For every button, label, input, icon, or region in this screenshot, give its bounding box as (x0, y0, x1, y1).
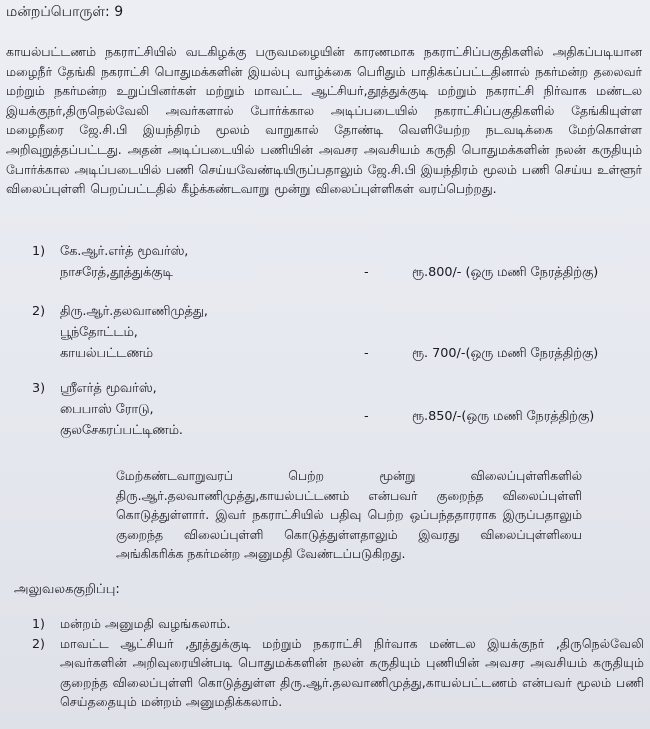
note-text: மன்றம் அனுமதி வழங்கலாம். (60, 616, 231, 631)
vendor-name: திரு.ஆர்.தலவாணிமுத்து, (60, 304, 208, 319)
quotation-number: 1) (32, 244, 46, 259)
quotation-item-1 (32, 241, 632, 285)
vendor-name: கே.ஆர்.எர்த் மூவர்ஸ், (60, 244, 189, 259)
vendor-street: பைபாஸ் ரோடு, (60, 402, 154, 417)
separator-dash: - (364, 346, 369, 361)
office-note-title: அலுவலககுறிப்பு: (14, 582, 120, 597)
vendor-address (60, 378, 183, 441)
note-number: 1) (32, 616, 45, 631)
note-number: 2) (32, 636, 45, 651)
agenda-heading: மன்றப்பொருள்: 9 (6, 4, 124, 20)
vendor-address (60, 301, 208, 364)
note-text: மாவட்ட ஆட்சியர் ,தூத்துக்குடி மற்றும் நகராட்சி நிர்வாக மண்டல இயக்குநர் ,திருநெல்வேலி அவர்களின் அறிவுரையின்படி பொதுமக்களின் நலன் கருதியும் புணியின் அவசர அவசியம் கருதியும் குறைந்த விலைப்புள்ளி கொடுத்துள்ள திரு.ஆர்.தலவாணிமுத்து,காயல்பட்டணம் என்பவர் மூலம் பணி செய்ததையும் மன்றம் அனுமதிக்கலாம். (60, 636, 644, 710)
vendor-location: குலசேகரப்பட்டிணம். (60, 423, 183, 438)
quotation-item-3 (32, 378, 632, 442)
vendor-address (60, 241, 188, 283)
separator-dash: - (364, 265, 369, 280)
vendor-location: காயல்பட்டணம் (60, 346, 153, 361)
vendor-name: ஸ்ரீஎர்த் மூவர்ஸ், (60, 381, 157, 396)
summary-paragraph: மேற்கண்டவாறுவரப் பெற்ற மூன்று விலைப்புள்ளிகளில் திரு.ஆர்.தலவாணிமுத்து,காயல்பட்டணம் என்பவர் குறைந்த விலைப்புள்ளி கொடுத்துள்ளார். இவர் நகராட்சியில் பதிவு பெற்ற ஒப்பந்ததாரராக இருப்பதாலும் குறைந்த விலைப்புள்ளி கொடுத்துள்ளதாலும் இவரது விலைப்புள்ளியை அங்கிகரிக்க நகர்மன்ற அனுமதி வேண்டப்படுகிறது. (116, 468, 582, 562)
vendor-street: பூந்தோட்டம், (60, 325, 138, 340)
quotation-number: 3) (32, 381, 46, 396)
separator-dash: - (364, 409, 369, 424)
quoted-rate: ரூ.850/-(ஒரு மணி நேரத்திற்கு) (412, 409, 595, 424)
quoted-rate: ரூ. 700/-(ஒரு மணி நேரத்திற்கு) (412, 346, 599, 361)
quoted-rate: ரூ.800/- (ஒரு மணி நேரத்திற்கு) (412, 265, 599, 280)
vendor-location: நாசரேத்,தூத்துக்குடி (60, 265, 173, 280)
background-paragraph: காயல்பட்டணம் நகராட்சியில் வடகிழக்கு பருவமழையின் காரணமாக நகராட்சிப்பகுதிகளில் அதிகப்படியான மழைநீர் தேங்கி நகராட்சி பொதுமக்களின் இயல்பு வாழ்க்கை பெரிதும் பாதிக்கப்பட்டதினால் நகர்மன்ற தலைவர் மற்றும் நகர்மன்ற உறுப்பினர்கள் மற்றும் மாவட்ட ஆட்சியர்,தூத்துக்குடி மற்றும் நகராட்சி நிர்வாக மண்டல இயக்குநர்,திருநெல்வேலி அவர்களால் போர்க்கால அடிப்படையில் நகராட்சிப்பகுதிகளில் தேங்கியுள்ள மழைநீரை ஜே.சி.பி இயந்திரம் மூலம் வாறுகால் தோண்டி வெளியேற்ற நடவடிக்கை மேற்கொள்ள அறிவுறுத்தப்பட்டது. அதன் அடிப்படையில் பணியின் அவசர அவசியம் கருதி பொதுமக்களின் நலன் கருதியும் போர்க்கால அடிப்படையில் பணி செய்யவேண்டியிருப்பதாலும் ஜே.சி.பி இயந்திரம் மூலம் பணி செய்ய உள்ளூர் விலைப்புள்ளி பெறப்பட்டதில் கீழ்க்கண்டவாறு மூன்று விலைப்புள்ளிகள் வரப்பெற்றது. (6, 44, 642, 197)
quotation-number: 2) (32, 304, 46, 319)
quotation-item-2 (32, 301, 632, 365)
